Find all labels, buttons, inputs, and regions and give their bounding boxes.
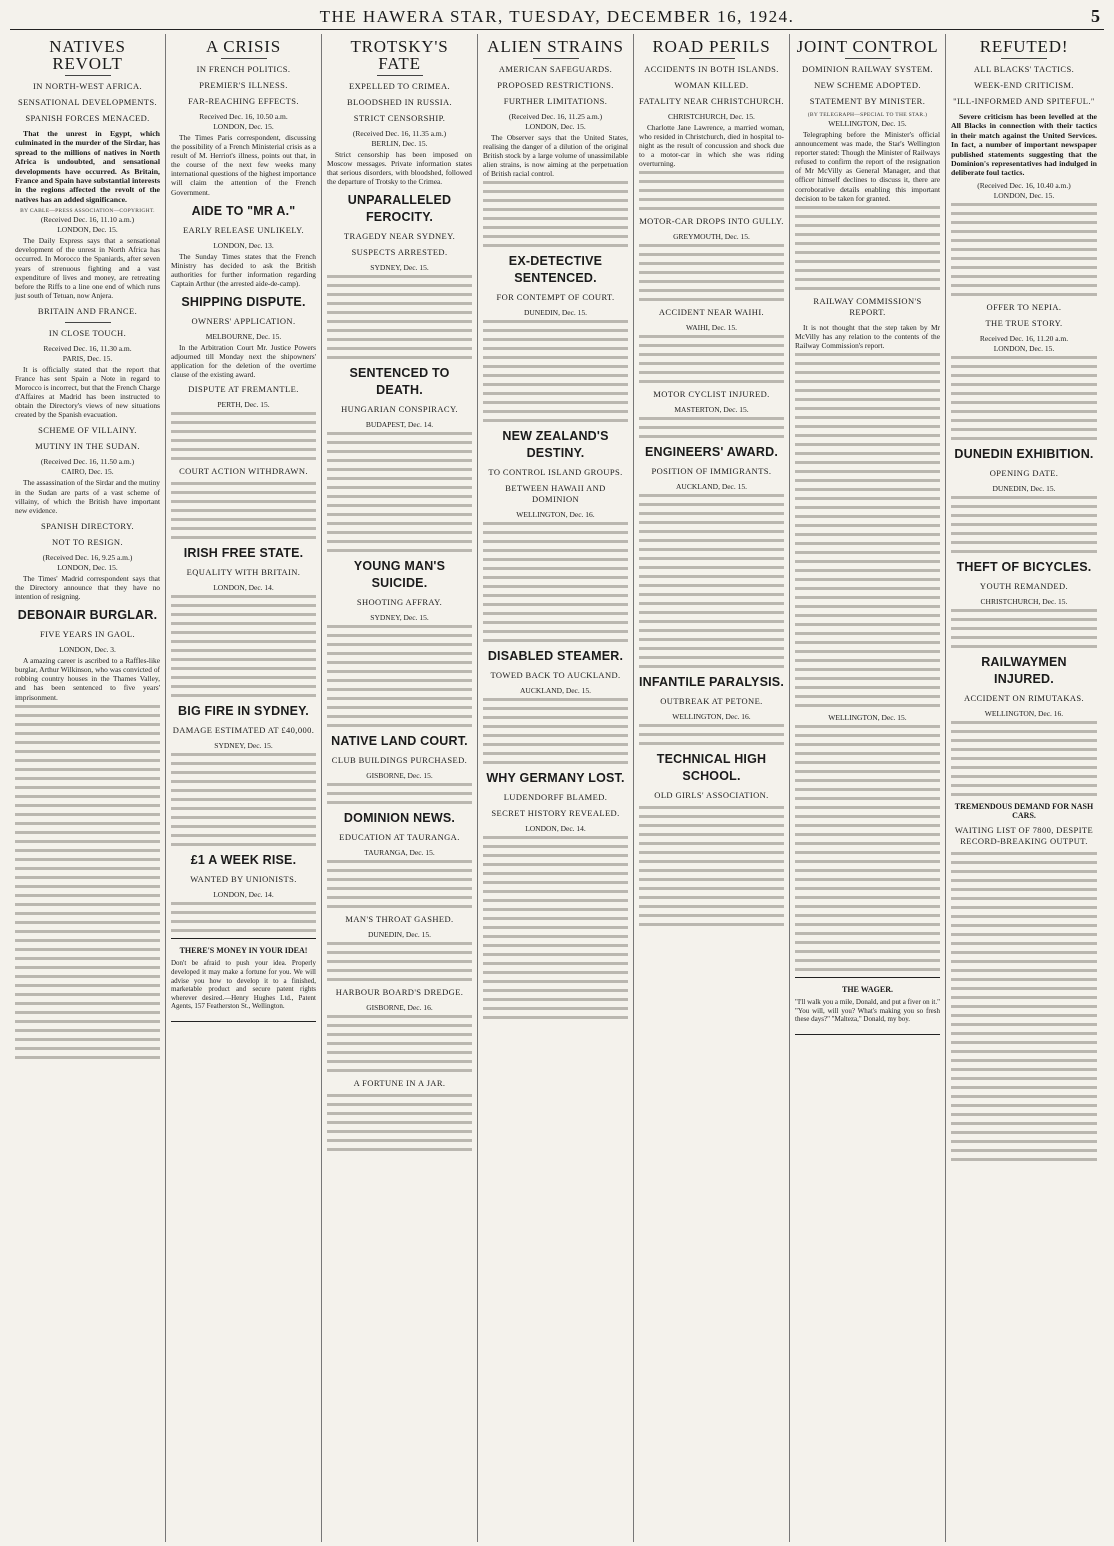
text-placeholder [483, 320, 628, 422]
text-placeholder [639, 335, 784, 383]
divider [1001, 58, 1047, 59]
deck: IN CLOSE TOUCH. [48, 327, 127, 338]
deck: EDUCATION AT TAURANGA. [339, 832, 460, 843]
deck: STATEMENT BY MINISTER. [809, 96, 926, 106]
ad-heading: THERE'S MONEY IN YOUR IDEA! [179, 946, 308, 956]
text-placeholder [951, 721, 1097, 796]
story-dominion-news [327, 810, 472, 1151]
article-body: It is not thought that the step taken by Mr McVilly has any relation to the contents of the Railway Commission's report. [795, 322, 940, 350]
story-technical-high-school [639, 751, 784, 926]
subheadline: MOTOR-CAR DROPS INTO GULLY. [639, 216, 784, 227]
text-placeholder [327, 625, 472, 727]
received-line: (Received Dec. 16, 11.35 a.m.) [352, 129, 447, 138]
column-4 [478, 34, 634, 1542]
story-dunedin-exhibition [951, 446, 1097, 553]
headline: DOMINION NEWS. [343, 811, 456, 826]
dateline: WELLINGTON, Dec. 16. [984, 708, 1064, 718]
article-body: In the Arbitration Court Mr. Justice Powers adjourned till Monday next the shipowners' application for the deletion of the overtime clause of the existing award. [171, 343, 316, 380]
deck: SPANISH FORCES MENACED. [25, 113, 150, 123]
headline: ENGINEERS' AWARD. [644, 445, 778, 460]
dateline: GREYMOUTH, Dec. 15. [673, 232, 750, 242]
text-placeholder [639, 494, 784, 668]
dateline: CAIRO, Dec. 15. [61, 467, 114, 477]
dateline: LONDON, Dec. 15. [57, 225, 118, 235]
dateline: GISBORNE, Dec. 16. [366, 1003, 433, 1013]
agency-line: BY CABLE—PRESS ASSOCIATION—COPYRIGHT. [20, 208, 155, 215]
article-body: Strict censorship has been imposed on Moscow messages. Private information states that serious disorders, with bloodshed, followed the departure of Trotsky to the Crimea. [327, 150, 472, 187]
text-placeholder [15, 705, 160, 1059]
deck: STRICT CENSORSHIP. [353, 113, 446, 123]
lead-paragraph: Severe criticism has been levelled at the All Blacks in connection with their tactics in their match against the United Services. In fact, a number of important newspaper published statements suggesting that the Dominion's representatives had indulged in deliberate foul tactics. [951, 112, 1097, 178]
headline: ALIEN STRAINS [487, 37, 624, 56]
text-placeholder [327, 783, 472, 804]
headline: RAILWAYMEN INJURED. [981, 654, 1067, 686]
dateline: MELBOURNE, Dec. 15. [205, 332, 282, 342]
story-spanish-directory [15, 521, 160, 601]
subheadline: MAN'S THROAT GASHED. [345, 914, 454, 925]
advertisement [171, 938, 316, 1022]
deck: BLOODSHED IN RUSSIA. [346, 97, 453, 107]
article-body: The Times Paris correspondent, discussing the possibility of a French Ministerial crisis as a result of M. Herriot's illness, points out that, in the course of the next few weeks many international questions of the highest importance will claim the attention of the French Government. [171, 133, 316, 197]
dateline: LONDON, Dec. 13. [213, 240, 274, 250]
text-placeholder [327, 432, 472, 552]
ad-body: Don't be afraid to push your idea. Properly developed it may make a fortune for you. We will advise you how to develop it to a finished, marketable product and secure patent rights wherever desired.—Henry Hughes Ltd., Patent Agents, 157 Featherston St., Wellington. [171, 959, 316, 1011]
deck: BETWEEN HAWAII AND DOMINION [505, 483, 606, 505]
story-offer-nepia [951, 302, 1097, 440]
headline: IRISH FREE STATE. [183, 546, 304, 561]
deck: FIVE YEARS IN GAOL. [39, 629, 136, 640]
story-refuted [951, 38, 1097, 296]
text-placeholder [639, 244, 784, 301]
deck: PROPOSED RESTRICTIONS. [497, 80, 614, 90]
headline: THEFT OF BICYCLES. [956, 559, 1092, 574]
headline: TECHNICAL HIGH SCHOOL. [656, 752, 767, 784]
dateline: BERLIN, Dec. 15. [371, 139, 428, 148]
dateline: LONDON, Dec. 15. [213, 122, 274, 131]
headline: A CRISIS [206, 37, 281, 56]
deck: YOUTH REMANDED. [979, 580, 1069, 591]
story-shipping-dispute [171, 294, 316, 539]
deck: NEW SCHEME ADOPTED. [814, 80, 921, 90]
divider [533, 58, 579, 59]
headline: DISABLED STEAMER. [487, 649, 624, 664]
masthead [10, 0, 1104, 30]
article-body: The Observer says that the United States, realising the danger of a dilution of the original British stock by a large volume of unassimilable alien strains, is now aiming at the perpetuation of British racial control. [483, 133, 628, 179]
subheadline: HARBOUR BOARD'S DREDGE. [335, 987, 464, 998]
story-britain-france [15, 306, 160, 420]
headline: DUNEDIN EXHIBITION. [954, 446, 1094, 461]
headline: AIDE TO "MR A." [191, 203, 296, 218]
text-placeholder [951, 496, 1097, 553]
dateline: LONDON, Dec. 15. [993, 343, 1055, 353]
divider [377, 75, 423, 76]
deck: NOT TO RESIGN. [51, 536, 123, 547]
subheadline: SCHEME OF VILLAINY. [38, 425, 137, 436]
deck: WOMAN KILLED. [674, 80, 749, 90]
subheadline: COURT ACTION WITHDRAWN. [179, 466, 308, 477]
text-placeholder [639, 806, 784, 926]
column-7 [946, 34, 1102, 1542]
headline: TREMENDOUS DEMAND FOR NASH CARS. [954, 801, 1094, 820]
deck: LUDENDORFF BLAMED. [503, 792, 608, 803]
deck: FATALITY NEAR CHRISTCHURCH. [639, 96, 784, 106]
headline: REFUTED! [979, 37, 1069, 56]
headline: TROTSKY'S FATE [350, 37, 449, 73]
received-line: Received Dec. 16, 10.50 a.m. [199, 112, 288, 121]
received-line: Received Dec. 16, 11.20 a.m. [979, 333, 1069, 343]
received-line: (Received Dec. 16, 11.25 a.m.) [508, 112, 603, 121]
dateline: LONDON, Dec. 15. [993, 190, 1055, 200]
article-body: The Times' Madrid correspondent says that the Directory announce that they have no intention of resigning. [15, 573, 160, 602]
headline: JOINT CONTROL [796, 37, 939, 56]
story-road-perils [639, 38, 784, 438]
dateline: TAURANGA, Dec. 15. [364, 848, 435, 858]
deck: WANTED BY UNIONISTS. [190, 874, 297, 885]
masthead-title: THE HAWERA STAR, TUESDAY, DECEMBER 16, 1924. [319, 7, 795, 26]
story-alien-strains [483, 38, 628, 247]
headline: NATIVES REVOLT [49, 37, 126, 73]
deck: CLUB BUILDINGS PURCHASED. [331, 755, 468, 766]
deck: OPENING DATE. [989, 467, 1059, 478]
received-line: (Received Dec. 16, 10.40 a.m.) [977, 180, 1071, 190]
dateline: AUCKLAND, Dec. 15. [675, 482, 748, 492]
story-germany-lost [483, 770, 628, 1019]
headline: BIG FIRE IN SYDNEY. [178, 704, 309, 719]
deck: DOMINION RAILWAY SYSTEM. [802, 64, 933, 74]
story-a-crisis [171, 38, 316, 197]
article-body: Telegraphing before the Minister's official announcement was made, the Star's Wellington reporter stated: Though the Minister of Railways refused to confirm the report of the resignation of Mr McVilly as General Manager, and that officer himself declines to discuss it, there are corroborative details enabling this important decision to be taken for granted. [795, 130, 940, 203]
headline: SENTENCED TO DEATH. [349, 366, 450, 398]
divider [221, 58, 267, 59]
story-aide-mr-a [171, 203, 316, 288]
article-body: Charlotte Jane Lawrence, a married woman, who resided in Christchurch, died in hospital to-night as the result of concussion and shock due to a motor-car in which she was riding overturning. [639, 123, 784, 169]
deck: TO CONTROL ISLAND GROUPS. [488, 467, 623, 478]
column-1 [10, 34, 166, 1542]
text-placeholder [327, 942, 472, 981]
dateline: WELLINGTON, Dec. 16. [672, 712, 751, 722]
dateline: WAIHI, Dec. 15. [685, 323, 738, 333]
dateline: PERTH, Dec. 15. [217, 400, 270, 410]
story-young-mans-suicide [327, 558, 472, 727]
story-sentenced-death [327, 365, 472, 552]
deck: AMERICAN SAFEGUARDS. [498, 64, 613, 74]
headline: NEW ZEALAND'S DESTINY. [502, 429, 609, 461]
deck: IN FRENCH POLITICS. [196, 64, 291, 74]
lead-paragraph: That the unrest in Egypt, which culminated in the murder of the Sirdar, has spread to the millions of natives in North Africa is undoubted, and sensational developments have occurred. As Britain, France and Spain have substantial interests in the regions affected the revolt of the natives has an added significance. [15, 129, 160, 204]
subheadline: SPANISH DIRECTORY. [40, 520, 135, 531]
dateline: PARIS, Dec. 15. [62, 353, 113, 363]
deck: FAR-REACHING EFFECTS. [188, 96, 299, 106]
deck: ACCIDENTS IN BOTH ISLANDS. [644, 64, 779, 74]
advertisement [795, 977, 940, 1035]
deck: MUTINY IN THE SUDAN. [35, 441, 140, 452]
text-placeholder [951, 356, 1097, 440]
deck: OWNERS' APPLICATION. [191, 316, 296, 327]
dateline: SYDNEY, Dec. 15. [370, 263, 429, 273]
text-placeholder [171, 595, 316, 697]
received-line: (Received Dec. 16, 9.25 a.m.) [42, 552, 133, 562]
text-placeholder [171, 412, 316, 460]
dateline: MASTERTON, Dec. 15. [674, 405, 749, 415]
deck: "ILL-INFORMED AND SPITEFUL." [953, 96, 1095, 106]
deck: TRAGEDY NEAR SYDNEY. [343, 231, 456, 242]
headline: £1 A WEEK RISE. [190, 853, 297, 868]
ad-heading: THE WAGER. [842, 985, 893, 995]
story-natives-revolt [15, 38, 160, 300]
deck: EQUALITY WITH BRITAIN. [186, 567, 301, 578]
received-line: (Received Dec. 16, 11.50 a.m.) [40, 457, 135, 467]
story-native-land-court [327, 733, 472, 804]
text-placeholder [327, 1094, 472, 1151]
page-number: 5 [1091, 6, 1100, 26]
headline: INFANTILE PARALYSIS. [639, 675, 784, 690]
deck: POSITION OF IMMIGRANTS. [651, 466, 772, 477]
story-ferocity [327, 192, 472, 359]
deck: SUSPECTS ARRESTED. [351, 247, 448, 258]
dateline: LONDON, Dec. 15. [57, 562, 118, 572]
columns [10, 34, 1104, 1542]
story-big-fire [171, 703, 316, 846]
divider [65, 322, 111, 323]
headline: SHIPPING DISPUTE. [181, 295, 306, 310]
text-placeholder [795, 725, 940, 971]
text-placeholder [483, 522, 628, 642]
story-disabled-steamer [483, 648, 628, 764]
story-week-rise [171, 852, 316, 932]
deck: SECRET HISTORY REVEALED. [491, 808, 620, 819]
subheadline: RAILWAY COMMISSION'S REPORT. [813, 295, 922, 317]
deck: SENSATIONAL DEVELOPMENTS. [17, 97, 158, 107]
headline: YOUNG MAN'S SUICIDE. [353, 559, 446, 591]
headline: NATIVE LAND COURT. [331, 734, 468, 749]
divider [689, 58, 735, 59]
deck: FURTHER LIMITATIONS. [503, 96, 608, 106]
dateline: SYDNEY, Dec. 15. [214, 741, 273, 751]
story-trotsky [327, 38, 472, 186]
headline: WHY GERMANY LOST. [486, 771, 625, 786]
deck: IN NORTH-WEST AFRICA. [32, 81, 143, 91]
headline: UNPARALLELED FEROCITY. [347, 193, 452, 225]
dateline: BUDAPEST, Dec. 14. [365, 420, 434, 430]
column-6 [790, 34, 946, 1542]
article-body: The Sunday Times states that the French Ministry has decided to ask the British authorities for further information regarding Captain Arthur (the arrested aide-de-camp). [171, 251, 316, 288]
column-3 [322, 34, 478, 1542]
dateline: LONDON, Dec. 14. [525, 824, 586, 834]
agency-line: (BY TELEGRAPH—SPECIAL TO THE STAR.) [807, 112, 928, 118]
ad-body: "I'll walk you a mile, Donald, and put a fiver on it." "You will, will you? What's making you so fresh these days?" "Malteza," Donald, my boy. [795, 998, 940, 1024]
article-body: A amazing career is ascribed to a Raffles-like burglar, Arthur Wilkinson, who was convicted of robbing country houses in the Thames Valley, and has been sentenced to five years' imprisonment. [15, 656, 160, 702]
dateline: WELLINGTON, Dec. 16. [516, 510, 595, 520]
text-placeholder [171, 753, 316, 846]
dateline: DUNEDIN, Dec. 15. [992, 483, 1056, 493]
received-line: (Received Dec. 16, 11.10 a.m.) [40, 215, 135, 225]
column-5 [634, 34, 790, 1542]
article-body: The assassination of the Sirdar and the mutiny in the Sudan are parts of a vast scheme of villainy, of which the British have important new evidence. [15, 478, 160, 515]
text-placeholder [951, 203, 1097, 296]
deck: HUNGARIAN CONSPIRACY. [341, 404, 458, 415]
subheadline: A FORTUNE IN A JAR. [353, 1078, 446, 1089]
deck: WEEK-END CRITICISM. [974, 80, 1074, 90]
story-nz-destiny [483, 428, 628, 642]
deck: EARLY RELEASE UNLIKELY. [182, 224, 305, 235]
deck: DAMAGE ESTIMATED AT £40,000. [172, 725, 315, 736]
text-placeholder [327, 860, 472, 908]
deck: FOR CONTEMPT OF COURT. [496, 292, 615, 303]
text-placeholder [483, 836, 628, 1019]
story-infantile-paralysis [639, 674, 784, 745]
dateline: WELLINGTON, Dec. 15. [828, 119, 907, 128]
text-placeholder [639, 724, 784, 745]
headline: EX-DETECTIVE SENTENCED. [508, 254, 603, 286]
text-placeholder [951, 852, 1097, 1161]
story-theft-bicycles [951, 559, 1097, 648]
headline: DEBONAIR BURGLAR. [17, 608, 158, 623]
dateline: DUNEDIN, Dec. 15. [523, 308, 588, 318]
text-placeholder [327, 275, 472, 359]
article-body: The Daily Express says that a sensational development of the unrest in North Africa has occurred. In Morocco the Spaniards, after seven years of strenuous fighting and a vast expenditure of lives and money, are retreating before the Riffs to a line one end of which runs just south of Tetuan, now Anjera. [15, 236, 160, 300]
dateline: AUCKLAND, Dec. 15. [519, 686, 592, 696]
text-placeholder [951, 609, 1097, 648]
dateline: CHRISTCHURCH, Dec. 15. [668, 112, 755, 121]
dateline: LONDON, Dec. 15. [525, 122, 586, 131]
divider [845, 58, 891, 59]
text-placeholder [483, 698, 628, 764]
received-line: Received Dec. 16, 11.30 a.m. [43, 343, 132, 353]
deck: OLD GIRLS' ASSOCIATION. [654, 790, 769, 801]
deck: WAITING LIST OF 7800, DESPITE RECORD-BREAKING OUTPUT. [954, 824, 1094, 846]
story-scheme-villainy [15, 425, 160, 514]
deck: TOWED BACK TO AUCKLAND. [490, 670, 621, 681]
subheadline: MOTOR CYCLIST INJURED. [653, 389, 770, 400]
deck: EXPELLED TO CRIMEA. [348, 81, 451, 91]
dateline: LONDON, Dec. 14. [213, 890, 274, 900]
deck: PREMIER'S ILLNESS. [199, 80, 288, 90]
text-placeholder [171, 902, 316, 932]
story-debonair-burglar [15, 607, 160, 1058]
text-placeholder [639, 417, 784, 438]
story-ex-detective [483, 253, 628, 422]
deck: OUTBREAK AT PETONE. [660, 696, 763, 707]
column-2 [166, 34, 322, 1542]
story-engineers-award [639, 444, 784, 668]
dateline: LONDON, Dec. 3. [59, 645, 116, 655]
dateline: SYDNEY, Dec. 15. [370, 613, 429, 623]
article-body: It is officially stated that the report that France has sent Spain a Note in regard to Morocco is incorrect, but that the French Charge d'Affaires at Madrid has been instructed to obtain the Directory's views of new situations created by the Spanish evacuation. [15, 364, 160, 420]
text-placeholder [171, 482, 316, 539]
story-irish-free-state [171, 545, 316, 697]
text-placeholder [483, 181, 628, 247]
divider [65, 75, 111, 76]
deck: ACCIDENT ON RIMUTAKAS. [963, 692, 1085, 703]
dateline: GISBORNE, Dec. 15. [366, 771, 433, 781]
deck: SHOOTING AFFRAY. [356, 597, 443, 608]
headline: ROAD PERILS [652, 37, 771, 56]
dateline: LONDON, Dec. 14. [213, 583, 274, 593]
text-placeholder [327, 1015, 472, 1072]
deck: ALL BLACKS' TACTICS. [973, 64, 1075, 74]
subheadline: ACCIDENT NEAR WAIHI. [658, 307, 765, 318]
subheadline: DISPUTE AT FREMANTLE. [188, 384, 299, 395]
dateline: DUNEDIN, Dec. 15. [367, 930, 432, 940]
text-placeholder [795, 206, 940, 290]
deck: THE TRUE STORY. [985, 317, 1063, 328]
story-nash-cars [951, 802, 1097, 1161]
dateline: WELLINGTON, Dec. 15. [828, 713, 907, 723]
story-railwaymen-injured [951, 654, 1097, 796]
text-placeholder [639, 171, 784, 210]
subheadline: BRITAIN AND FRANCE. [37, 305, 138, 316]
text-placeholder [795, 353, 940, 707]
story-joint-control [795, 38, 940, 971]
dateline: CHRISTCHURCH, Dec. 15. [980, 596, 1068, 606]
subheadline: OFFER TO NEPIA. [986, 301, 1062, 312]
